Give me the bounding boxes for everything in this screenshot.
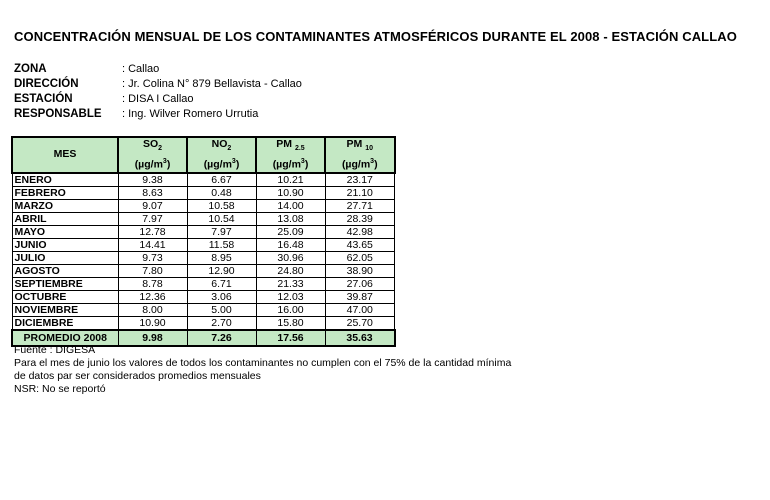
info-label: ESTACIÓN (14, 93, 73, 105)
table-row (12, 225, 395, 238)
so2-cell: 8.00 (118, 303, 187, 316)
so2-cell: 8.63 (118, 186, 187, 199)
pm25-cell: 13.08 (256, 212, 325, 225)
header-pm25-unit: (µg/m (272, 158, 301, 171)
info-row-zona (14, 62, 302, 77)
table-row (12, 186, 395, 199)
table-row (12, 303, 395, 316)
header-so2-base: SO (142, 138, 159, 150)
info-row-responsable (14, 107, 302, 122)
pm25-cell: 15.80 (256, 316, 325, 330)
month-cell: JULIO (12, 251, 118, 264)
header-month: MES (12, 137, 118, 173)
month-cell: SEPTIEMBRE (12, 277, 118, 290)
no2-cell: 10.54 (187, 212, 256, 225)
header-pm10-unit: (µg/m (341, 158, 371, 171)
info-value: : Ing. Wilver Romero Urrutia (122, 108, 259, 120)
nsr-note: NSR: No se reportó (14, 383, 106, 395)
info-row-estacion (14, 92, 302, 107)
info-label: RESPONSABLE (14, 108, 102, 120)
so2-cell: 7.80 (118, 264, 187, 277)
pm10-cell: 27.71 (325, 199, 395, 212)
header-no2-unit: (µg/m (203, 158, 232, 171)
table-row (12, 290, 395, 303)
month-cell: MARZO (12, 199, 118, 212)
no2-cell: 0.48 (187, 186, 256, 199)
pm10-cell: 39.87 (325, 290, 395, 303)
month-cell: JUNIO (12, 238, 118, 251)
no2-cell: 6.71 (187, 277, 256, 290)
so2-cell: 8.78 (118, 277, 187, 290)
table-row (12, 264, 395, 277)
no2-cell: 7.97 (187, 225, 256, 238)
pm10-cell: 43.65 (325, 238, 395, 251)
report-title: CONCENTRACIÓN MENSUAL DE LOS CONTAMINANTES ATMOSFÉRICOS DURANTE EL 2008 - ESTACIÓN CALLAO (14, 29, 737, 44)
header-pm25-unit-close: ) (304, 158, 309, 171)
source-note: Fuente : DIGESA (14, 344, 96, 356)
june-note-line1: Para el mes de junio los valores de todos los contaminantes no cumplen con el 75% de la cantidad mínima (14, 357, 512, 369)
pm25-cell: 10.21 (256, 173, 325, 187)
pm25-cell: 25.09 (256, 225, 325, 238)
month-cell: DICIEMBRE (12, 316, 118, 330)
average-pm10: 35.63 (325, 330, 395, 346)
average-label: PROMEDIO 2008 (12, 330, 118, 346)
no2-cell: 12.90 (187, 264, 256, 277)
footnotes (14, 344, 511, 396)
pm25-cell: 21.33 (256, 277, 325, 290)
pm10-cell: 62.05 (325, 251, 395, 264)
no2-cell: 8.95 (187, 251, 256, 264)
month-cell: OCTUBRE (12, 290, 118, 303)
header-pm10-unit-close: ) (374, 158, 378, 171)
pm10-cell: 28.39 (325, 212, 395, 225)
no2-cell: 10.58 (187, 199, 256, 212)
header-pm25-sub: 2.5 (294, 145, 305, 153)
so2-cell: 12.36 (118, 290, 187, 303)
pm25-cell: 30.96 (256, 251, 325, 264)
average-no2: 7.26 (187, 330, 256, 346)
so2-cell: 10.90 (118, 316, 187, 330)
info-value: : Jr. Colina N° 879 Bellavista - Callao (122, 78, 302, 90)
month-cell: ABRIL (12, 212, 118, 225)
header-pm10-unit-sup: 3 (370, 158, 375, 166)
no2-cell: 5.00 (187, 303, 256, 316)
month-cell: ENERO (12, 173, 118, 187)
pm25-cell: 14.00 (256, 199, 325, 212)
pm25-cell: 10.90 (256, 186, 325, 199)
station-info (14, 62, 302, 122)
header-pm10 (325, 137, 395, 173)
so2-cell: 14.41 (118, 238, 187, 251)
month-cell: NOVIEMBRE (12, 303, 118, 316)
pm10-cell: 27.06 (325, 277, 395, 290)
header-pm10-base: PM (346, 138, 363, 150)
header-no2 (187, 137, 256, 173)
table-row (12, 316, 395, 330)
average-so2: 9.98 (118, 330, 187, 346)
header-so2-sub: 2 (158, 145, 163, 153)
month-cell: MAYO (12, 225, 118, 238)
pm10-cell: 21.10 (325, 186, 395, 199)
header-so2-unit-close: ) (166, 158, 171, 171)
table-row (12, 251, 395, 264)
table-row (12, 238, 395, 251)
header-so2 (118, 137, 187, 173)
pm25-cell: 12.03 (256, 290, 325, 303)
header-so2-unit-sup: 3 (162, 158, 167, 166)
pm25-cell: 16.00 (256, 303, 325, 316)
pm10-cell: 42.98 (325, 225, 395, 238)
pm10-cell: 47.00 (325, 303, 395, 316)
header-pm25-base: PM (276, 138, 293, 150)
header-no2-sub: 2 (227, 145, 232, 153)
pm10-cell: 23.17 (325, 173, 395, 187)
month-cell: FEBRERO (12, 186, 118, 199)
no2-cell: 6.67 (187, 173, 256, 187)
table-row (12, 199, 395, 212)
table-row (12, 277, 395, 290)
pm25-cell: 24.80 (256, 264, 325, 277)
header-no2-unit-close: ) (235, 158, 240, 171)
table-header-row (12, 137, 395, 173)
header-no2-base: NO (211, 138, 228, 150)
header-no2-unit-sup: 3 (231, 158, 236, 166)
no2-cell: 3.06 (187, 290, 256, 303)
june-note-line2: de datos par ser considerados promedios mensuales (14, 370, 261, 382)
pm10-cell: 38.90 (325, 264, 395, 277)
so2-cell: 9.73 (118, 251, 187, 264)
info-value: : Callao (122, 63, 160, 75)
so2-cell: 7.97 (118, 212, 187, 225)
concentration-table (11, 136, 396, 347)
so2-cell: 12.78 (118, 225, 187, 238)
average-pm25: 17.56 (256, 330, 325, 346)
info-label: ZONA (14, 63, 47, 75)
header-pm10-sub: 10 (365, 145, 373, 153)
pm10-cell: 25.70 (325, 316, 395, 330)
info-label: DIRECCIÓN (14, 78, 79, 90)
no2-cell: 2.70 (187, 316, 256, 330)
header-pm25 (256, 137, 325, 173)
info-row-direccion (14, 77, 302, 92)
month-cell: AGOSTO (12, 264, 118, 277)
table-row (12, 212, 395, 225)
header-pm25-unit-sup: 3 (300, 158, 305, 166)
table-row (12, 173, 395, 187)
so2-cell: 9.07 (118, 199, 187, 212)
so2-cell: 9.38 (118, 173, 187, 187)
header-so2-unit: (µg/m (134, 158, 163, 171)
no2-cell: 11.58 (187, 238, 256, 251)
pm25-cell: 16.48 (256, 238, 325, 251)
info-value: : DISA I Callao (122, 93, 194, 105)
